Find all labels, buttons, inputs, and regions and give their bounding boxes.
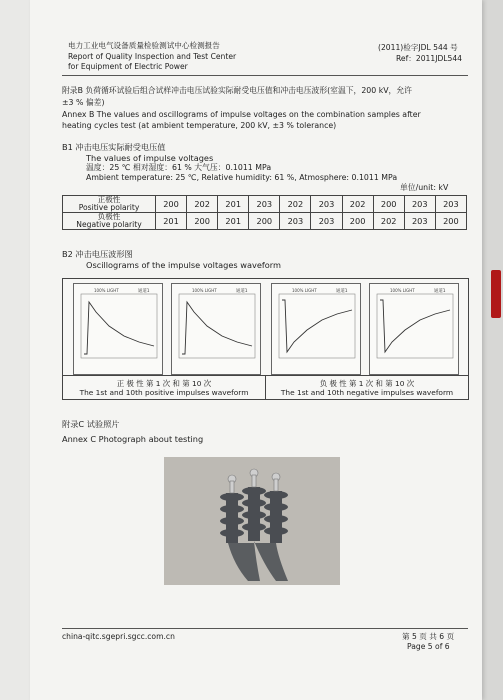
- row-label-en: Positive polarity: [78, 203, 140, 212]
- footer-rule: [62, 628, 468, 629]
- header-en-line1: Report of Quality Inspection and Test Center: [68, 52, 237, 61]
- footer-page-en: Page 5 of 6: [407, 642, 450, 651]
- oscillogram-pos-10: [171, 283, 261, 375]
- row-label-en: Negative polarity: [76, 220, 142, 229]
- header-rule: [62, 75, 468, 76]
- row-label-cn: 负极性: [97, 212, 121, 222]
- table-cell: 202: [342, 196, 373, 213]
- caption-negative-cn: 负 极 性 第 1 次 和 第 10 次: [319, 379, 415, 388]
- annex-c-title-cn: 附录C 试验照片: [62, 419, 120, 429]
- scope-channel: 通道1: [236, 289, 248, 294]
- table-cell: 203: [404, 196, 435, 213]
- unit-label: 单位/unit: kV: [400, 183, 449, 192]
- table-cell: 201: [156, 213, 187, 230]
- b1-conditions-cn: 温度：25 ℃ 相对湿度：61 % 大气压：0.1011 MPa: [86, 163, 272, 172]
- scope-label: 100% LIGHT: [94, 288, 119, 293]
- impulse-values-table: [62, 195, 467, 230]
- oscillogram-neg-10: [369, 283, 459, 375]
- table-cell: 200: [187, 213, 218, 230]
- scope-label: 100% LIGHT: [192, 288, 217, 293]
- caption-negative-en: The 1st and 10th negative impulses waveform: [280, 388, 454, 397]
- annex-b-title-en-line1: Annex B The values and oscillograms of impulse voltages on the combination samples after: [62, 110, 421, 119]
- report-number-cn: (2011)检字JDL 544 号: [378, 43, 458, 52]
- scope-label: 100% LIGHT: [292, 288, 317, 293]
- oscillogram-pos-1: [73, 283, 163, 375]
- annex-b-title-cn-line2: ±3 % 偏差): [62, 98, 105, 107]
- b1-heading-en: The values of impulse voltages: [86, 153, 214, 163]
- table-cell: 203: [311, 196, 342, 213]
- page-edge: [482, 0, 503, 700]
- table-cell: 203: [249, 196, 280, 213]
- row-label: [63, 213, 156, 230]
- table-cell: 203: [311, 213, 342, 230]
- table-cell: 202: [373, 213, 404, 230]
- binder-tab: [491, 270, 501, 318]
- scope-channel: 通道1: [336, 289, 348, 294]
- header-cn-title: 电力工业电气设备质量检验测试中心检测报告: [68, 41, 220, 50]
- table-cell: 201: [218, 196, 249, 213]
- scope-label: 100% LIGHT: [390, 288, 415, 293]
- caption-positive-cn: 正 极 性 第 1 次 和 第 10 次: [116, 379, 212, 388]
- annex-c-title-en: Annex C Photograph about testing: [62, 434, 204, 444]
- b2-heading-cn: B2 冲击电压波形图: [62, 249, 133, 259]
- table-cell: 201: [218, 213, 249, 230]
- scope-channel: 通道1: [138, 289, 150, 294]
- annex-b-title-cn-line1: 附录B 负荷循环试验后组合试样冲击电压试验实际耐受电压值和冲击电压波形(室温下，200 kV，允许: [62, 86, 412, 95]
- table-cell: 203: [435, 196, 466, 213]
- table-row: [63, 213, 467, 230]
- table-cell: 202: [187, 196, 218, 213]
- table-cell: 203: [280, 213, 311, 230]
- footer-url: china-qitc.sgepri.sgcc.com.cn: [62, 632, 175, 641]
- scope-channel: 通道1: [434, 289, 446, 294]
- row-label: [63, 196, 156, 213]
- table-cell: 203: [404, 213, 435, 230]
- oscillogram-neg-1: [271, 283, 361, 375]
- b2-heading-en: Oscillograms of the impulse voltages waveform: [86, 260, 281, 270]
- table-cell: 200: [249, 213, 280, 230]
- table-cell: 200: [435, 213, 466, 230]
- table-cell: 200: [156, 196, 187, 213]
- report-number-en: Ref：2011JDL544: [396, 54, 463, 63]
- annex-b-title-en-line2: heating cycles test (at ambient temperature, 200 kV, ±3 % tolerance): [62, 121, 337, 130]
- row-label-cn: 正极性: [97, 195, 121, 205]
- caption-positive-en: The 1st and 10th positive impulses waveform: [79, 388, 249, 397]
- b1-conditions-en: Ambient temperature: 25 ℃, Relative humidity: 61 %, Atmosphere: 0.1011 MPa: [86, 173, 398, 182]
- oscillogram-panel: [62, 278, 469, 400]
- test-sample-photo: [164, 457, 340, 585]
- b1-heading-cn: B1 冲击电压实际耐受电压值: [62, 142, 166, 152]
- footer-page-cn: 第 5 页 共 6 页: [402, 632, 455, 641]
- table-cell: 200: [342, 213, 373, 230]
- table-row: [63, 196, 467, 213]
- table-cell: 200: [373, 196, 404, 213]
- table-cell: 202: [280, 196, 311, 213]
- header-en-line2: for Equipment of Electric Power: [68, 62, 188, 71]
